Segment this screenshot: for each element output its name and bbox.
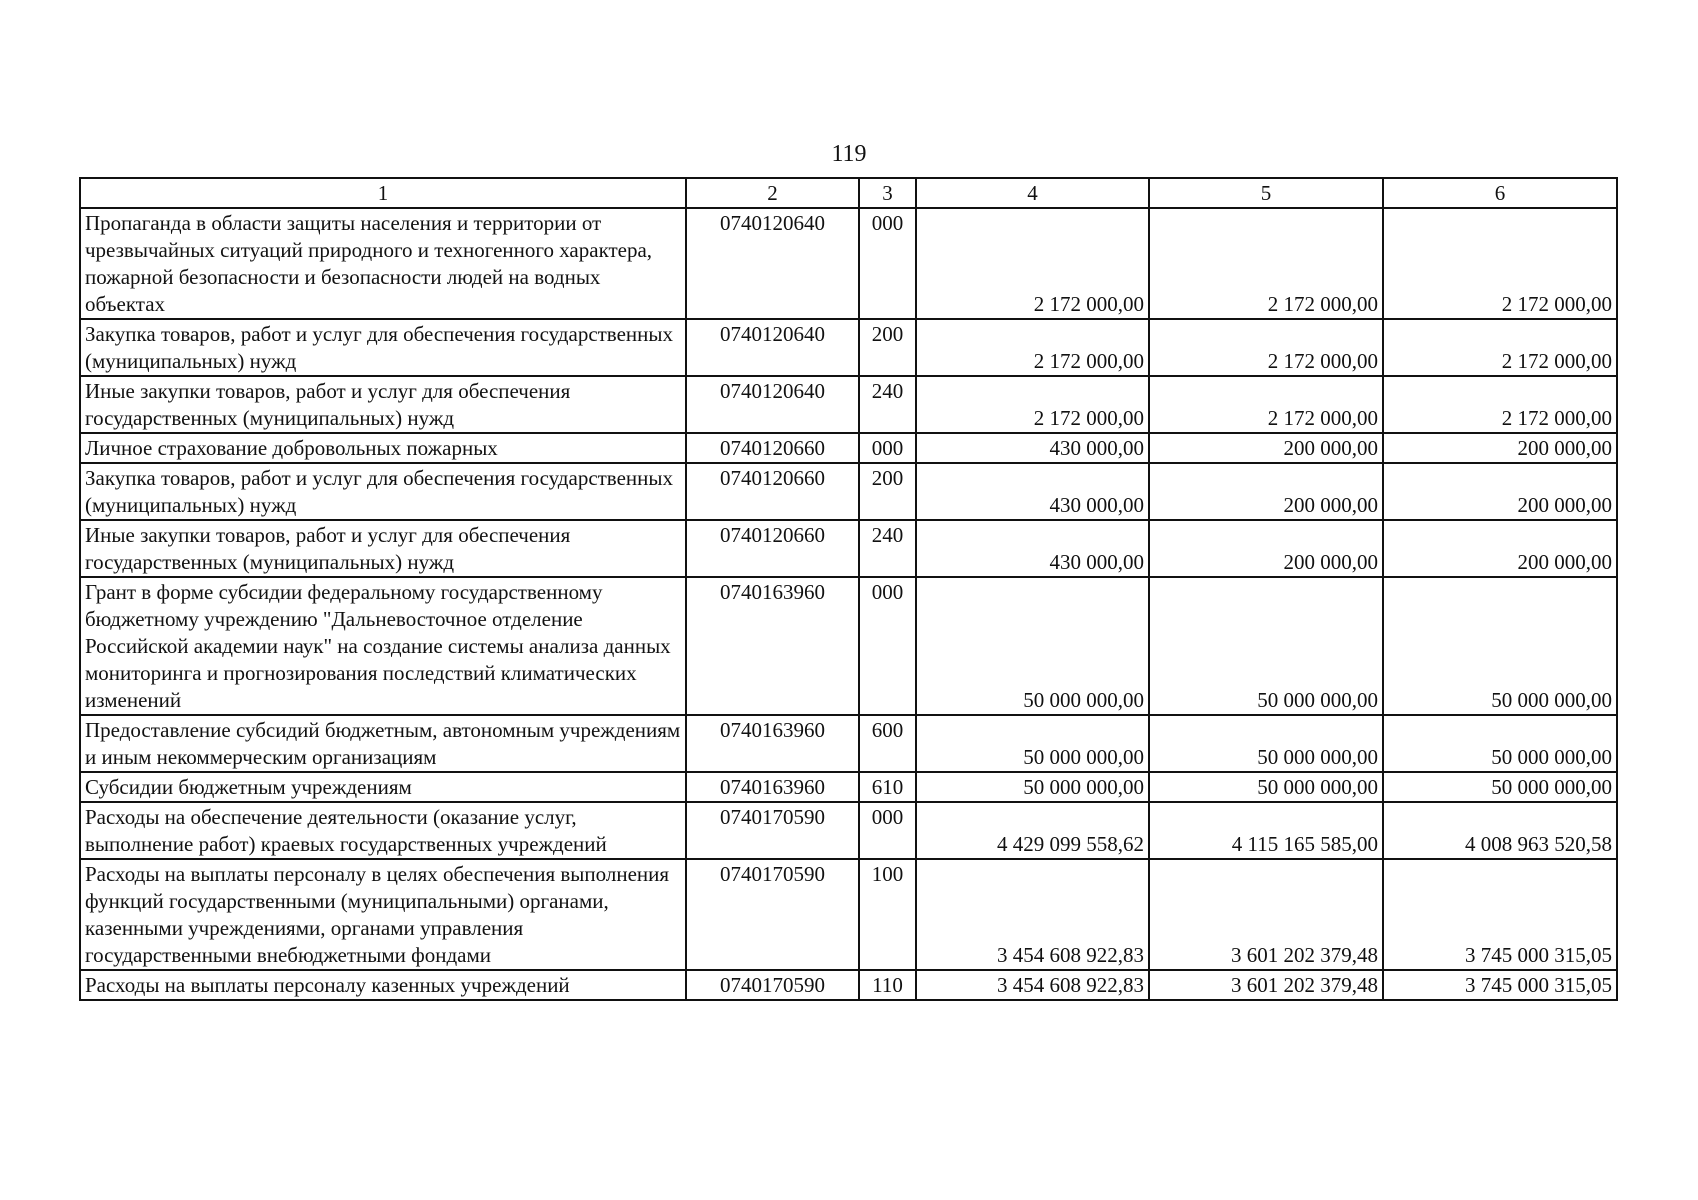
table-body (80, 208, 1617, 1000)
row-amount-year-2: 2 172 000,00 (1149, 319, 1383, 376)
row-amount-year-3: 3 745 000 315,05 (1383, 970, 1617, 1000)
row-amount-year-2: 200 000,00 (1149, 463, 1383, 520)
table-row (80, 970, 1617, 1000)
table-row (80, 433, 1617, 463)
row-expense-type: 000 (859, 208, 916, 319)
row-amount-year-1: 430 000,00 (916, 433, 1149, 463)
row-expense-type: 600 (859, 715, 916, 772)
row-amount-year-1: 2 172 000,00 (916, 319, 1149, 376)
row-amount-year-1: 50 000 000,00 (916, 715, 1149, 772)
row-amount-year-2: 2 172 000,00 (1149, 376, 1383, 433)
row-amount-year-1: 2 172 000,00 (916, 376, 1149, 433)
row-name: Расходы на выплаты персоналу казенных учреждений (80, 970, 686, 1000)
table-row (80, 802, 1617, 859)
row-amount-year-2: 200 000,00 (1149, 433, 1383, 463)
table-row (80, 520, 1617, 577)
row-target-code: 0740170590 (686, 802, 859, 859)
row-target-code: 0740120660 (686, 463, 859, 520)
row-target-code: 0740170590 (686, 970, 859, 1000)
column-header-3: 3 (859, 178, 916, 208)
row-amount-year-3: 2 172 000,00 (1383, 376, 1617, 433)
row-expense-type: 200 (859, 463, 916, 520)
table-row (80, 859, 1617, 970)
row-amount-year-2: 2 172 000,00 (1149, 208, 1383, 319)
row-name: Субсидии бюджетным учреждениям (80, 772, 686, 802)
row-amount-year-1: 430 000,00 (916, 520, 1149, 577)
row-amount-year-3: 2 172 000,00 (1383, 208, 1617, 319)
row-amount-year-3: 50 000 000,00 (1383, 715, 1617, 772)
row-amount-year-3: 50 000 000,00 (1383, 772, 1617, 802)
column-header-2: 2 (686, 178, 859, 208)
row-expense-type: 000 (859, 802, 916, 859)
row-expense-type: 240 (859, 376, 916, 433)
row-target-code: 0740170590 (686, 859, 859, 970)
row-name: Расходы на выплаты персоналу в целях обеспечения выполнения функций государственными (муниципальными) органами, казенными учреждениями, органами управления государственными внебюджетными фондами (80, 859, 686, 970)
row-name: Предоставление субсидий бюджетным, автономным учреждениям и иным некоммерческим организациям (80, 715, 686, 772)
row-amount-year-1: 50 000 000,00 (916, 577, 1149, 715)
row-expense-type: 240 (859, 520, 916, 577)
row-amount-year-2: 50 000 000,00 (1149, 772, 1383, 802)
row-expense-type: 610 (859, 772, 916, 802)
row-name: Личное страхование добровольных пожарных (80, 433, 686, 463)
table-row (80, 376, 1617, 433)
column-header-5: 5 (1149, 178, 1383, 208)
row-expense-type: 000 (859, 433, 916, 463)
row-amount-year-3: 3 745 000 315,05 (1383, 859, 1617, 970)
column-header-4: 4 (916, 178, 1149, 208)
row-target-code: 0740120660 (686, 433, 859, 463)
row-amount-year-3: 4 008 963 520,58 (1383, 802, 1617, 859)
row-name: Закупка товаров, работ и услуг для обеспечения государственных (муниципальных) нужд (80, 463, 686, 520)
table-row (80, 772, 1617, 802)
row-amount-year-3: 200 000,00 (1383, 520, 1617, 577)
row-expense-type: 000 (859, 577, 916, 715)
row-target-code: 0740120640 (686, 319, 859, 376)
row-amount-year-2: 3 601 202 379,48 (1149, 859, 1383, 970)
row-name: Иные закупки товаров, работ и услуг для обеспечения государственных (муниципальных) нужд (80, 376, 686, 433)
row-target-code: 0740163960 (686, 772, 859, 802)
row-amount-year-1: 430 000,00 (916, 463, 1149, 520)
row-amount-year-1: 3 454 608 922,83 (916, 859, 1149, 970)
row-amount-year-2: 4 115 165 585,00 (1149, 802, 1383, 859)
table-row (80, 715, 1617, 772)
page-number: 119 (831, 141, 867, 167)
row-amount-year-2: 50 000 000,00 (1149, 577, 1383, 715)
column-number-row (80, 178, 1617, 208)
row-name: Расходы на обеспечение деятельности (оказание услуг, выполнение работ) краевых государственных учреждений (80, 802, 686, 859)
row-amount-year-3: 200 000,00 (1383, 463, 1617, 520)
row-target-code: 0740120640 (686, 376, 859, 433)
row-target-code: 0740120660 (686, 520, 859, 577)
row-amount-year-2: 3 601 202 379,48 (1149, 970, 1383, 1000)
table-header (80, 178, 1617, 208)
row-amount-year-1: 50 000 000,00 (916, 772, 1149, 802)
row-amount-year-1: 2 172 000,00 (916, 208, 1149, 319)
row-amount-year-3: 50 000 000,00 (1383, 577, 1617, 715)
table-row (80, 463, 1617, 520)
row-amount-year-3: 2 172 000,00 (1383, 319, 1617, 376)
row-expense-type: 110 (859, 970, 916, 1000)
row-amount-year-1: 3 454 608 922,83 (916, 970, 1149, 1000)
column-header-1: 1 (80, 178, 686, 208)
row-expense-type: 200 (859, 319, 916, 376)
row-name: Пропаганда в области защиты населения и территории от чрезвычайных ситуаций природного и техногенного характера, пожарной безопасности и безопасности людей на водных объектах (80, 208, 686, 319)
row-target-code: 0740163960 (686, 715, 859, 772)
row-amount-year-3: 200 000,00 (1383, 433, 1617, 463)
table-row (80, 319, 1617, 376)
row-target-code: 0740163960 (686, 577, 859, 715)
table-row (80, 577, 1617, 715)
row-name: Грант в форме субсидии федеральному государственному бюджетному учреждению "Дальневосточное отделение Российской академии наук" на создание системы анализа данных мониторинга и прогнозирования последствий климатических изменений (80, 577, 686, 715)
column-header-6: 6 (1383, 178, 1617, 208)
table-row (80, 208, 1617, 319)
row-expense-type: 100 (859, 859, 916, 970)
row-amount-year-1: 4 429 099 558,62 (916, 802, 1149, 859)
row-amount-year-2: 200 000,00 (1149, 520, 1383, 577)
row-name: Иные закупки товаров, работ и услуг для обеспечения государственных (муниципальных) нужд (80, 520, 686, 577)
row-target-code: 0740120640 (686, 208, 859, 319)
budget-table (79, 177, 1618, 1001)
row-amount-year-2: 50 000 000,00 (1149, 715, 1383, 772)
row-name: Закупка товаров, работ и услуг для обеспечения государственных (муниципальных) нужд (80, 319, 686, 376)
